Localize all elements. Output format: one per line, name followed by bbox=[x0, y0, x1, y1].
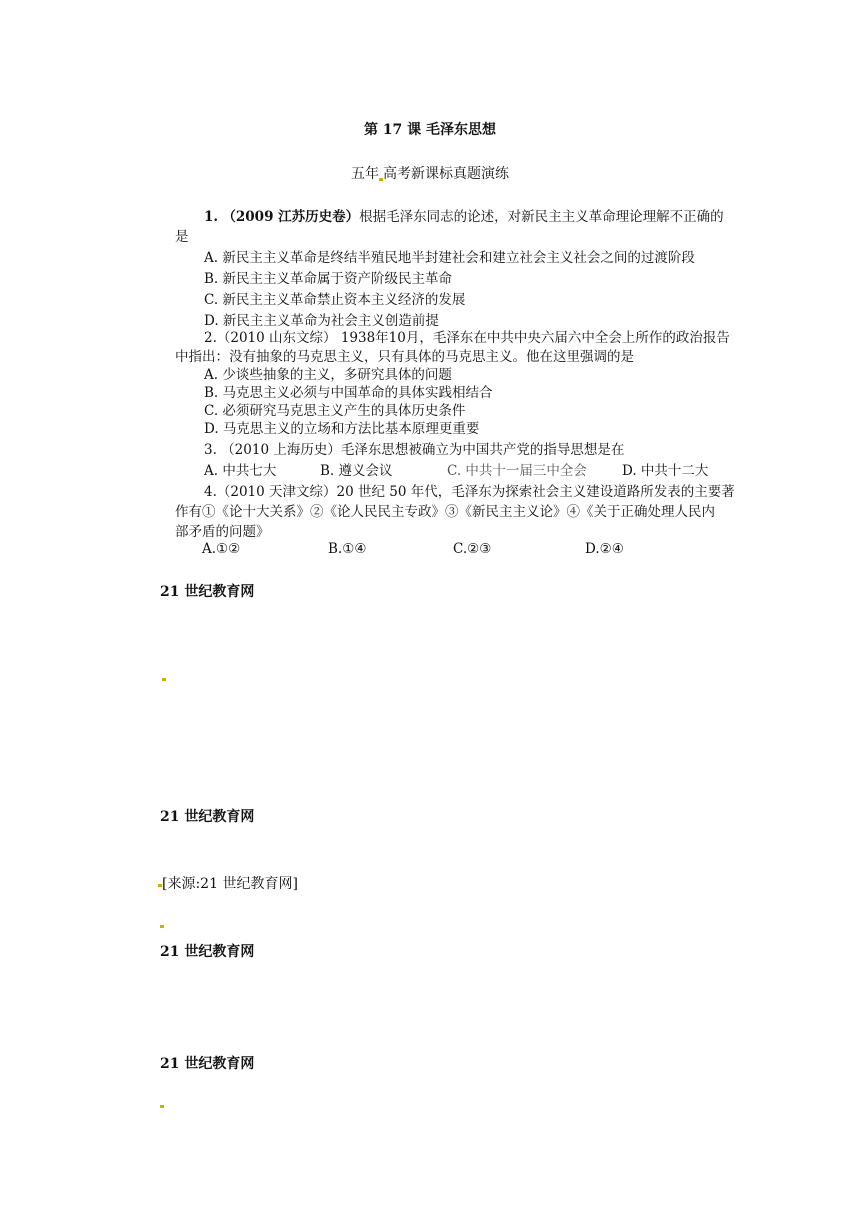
question-4-option-b: B.①④ bbox=[328, 541, 367, 557]
question-2-option-c: C. 必须研究马克思主义产生的具体历史条件 bbox=[204, 403, 466, 419]
question-2-stem-cont: 中指出：没有抽象的马克思主义，只有具体的马克思主义。他在这里强调的是 bbox=[175, 349, 634, 365]
question-3-option-a: A. 中共七大 bbox=[204, 463, 277, 479]
question-3-stem: 3. （2010 上海历史）毛泽东思想被确立为中国共产党的指导思想是在 bbox=[204, 442, 625, 458]
site-watermark-4: 21 世纪教育网 bbox=[160, 1056, 255, 1072]
question-1-option-d: D. 新民主主义革命为社会主义创造前提 bbox=[204, 313, 439, 329]
page-subtitle bbox=[0, 163, 860, 183]
subtitle-part-b: 高考新课标真题演练 bbox=[383, 166, 509, 182]
question-1-source: （2009 江苏历史卷） bbox=[222, 209, 360, 225]
question-1-option-a: A. 新民主主义革命是终结半殖民地半封建社会和建立社会主义社会之间的过渡阶段 bbox=[204, 250, 695, 266]
subtitle-part-a: 五年 bbox=[351, 166, 379, 182]
question-3-option-b: B. 遵义会议 bbox=[320, 463, 393, 479]
page-title: 第 17 课 毛泽东思想 bbox=[363, 122, 497, 138]
question-4-stem-cont-2: 部矛盾的问题》 bbox=[175, 524, 270, 540]
question-4-stem-cont: 作有①《论十大关系》②《论人民民主专政》③《新民主主义论》④《关于正确处理人民内 bbox=[175, 504, 715, 520]
question-1-stem bbox=[204, 205, 724, 225]
question-4-option-a: A.①② bbox=[202, 541, 241, 557]
question-2-stem: 2.（2010 山东文综） 1938年10月，毛泽东在中共中央六届六中全会上所作的政治报告 bbox=[204, 330, 730, 346]
site-watermark-1: 21 世纪教育网 bbox=[160, 584, 255, 600]
question-1-option-b: B. 新民主主义革命属于资产阶级民主革命 bbox=[204, 271, 453, 287]
question-1-number: 1. bbox=[204, 209, 219, 225]
question-1-stem-cont: 是 bbox=[175, 229, 189, 245]
anchor-mark bbox=[162, 678, 166, 681]
site-watermark-3: 21 世纪教育网 bbox=[160, 944, 255, 960]
question-4-stem: 4.（2010 天津文综）20 世纪 50 年代，毛泽东为探索社会主义建设道路所发表的主要著 bbox=[204, 484, 735, 500]
question-3-option-d: D. 中共十二大 bbox=[622, 463, 709, 479]
question-1-option-c: C. 新民主主义革命禁止资本主义经济的发展 bbox=[204, 292, 466, 308]
anchor-mark bbox=[160, 925, 164, 928]
question-2-option-b: B. 马克思主义必须与中国革命的具体实践相结合 bbox=[204, 385, 493, 401]
question-2-option-a: A. 少谈些抽象的主义，多研究具体的问题 bbox=[204, 367, 452, 383]
question-1-text: 根据毛泽东同志的论述，对新民主主义革命理论理解不正确的 bbox=[359, 209, 724, 225]
source-note: [来源:21 世纪教育网] bbox=[162, 876, 298, 892]
anchor-mark bbox=[160, 1105, 164, 1108]
question-3-option-c: C. 中共十一届三中全会 bbox=[447, 463, 587, 479]
question-4-option-d: D.②④ bbox=[585, 541, 624, 557]
question-4-option-c: C.②③ bbox=[453, 541, 492, 557]
question-2-option-d: D. 马克思主义的立场和方法比基本原理更重要 bbox=[204, 421, 480, 437]
site-watermark-2: 21 世纪教育网 bbox=[160, 809, 255, 825]
